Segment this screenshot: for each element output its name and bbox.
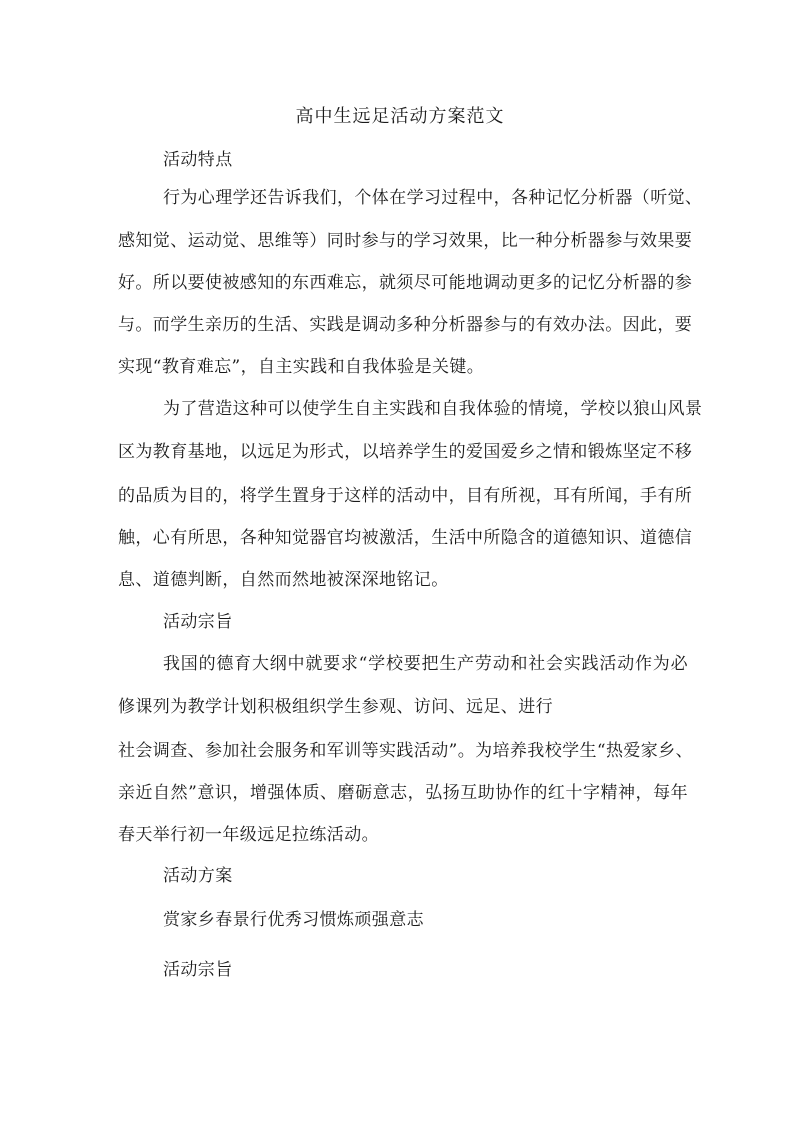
paragraph-line: 好。所以要使被感知的东西难忘，就须尽可能地调动更多的记忆分析器的参 <box>118 273 693 293</box>
paragraph-line: 实现“教育难忘”，自主实践和自我体验是关键。 <box>118 357 485 377</box>
section-heading-plan: 活动方案 <box>163 866 233 886</box>
paragraph-line: 与。而学生亲历的生活、实践是调动多种分析器参与的有效办法。因此，要 <box>118 315 693 335</box>
paragraph-line: 修课列为教学计划积极组织学生参观、访问、远足、进行 <box>118 697 553 717</box>
paragraph-line: 触，心有所思，各种知觉器官均被激活，生活中所隐含的道德知识、道德信 <box>118 528 693 548</box>
section-heading-purpose: 活动宗旨 <box>163 612 233 632</box>
paragraph-line: 亲近自然”意识，增强体质、磨砺意志，弘扬互助协作的红十字精神，每年 <box>118 783 688 803</box>
section-heading-purpose-2: 活动宗旨 <box>163 960 233 980</box>
paragraph-line: 我国的德育大纲中就要求“学校要把生产劳动和社会实践活动作为必 <box>163 654 688 674</box>
paragraph-line: 感知觉、运动觉、思维等）同时参与的学习效果，比一种分析器参与效果要 <box>118 231 693 251</box>
page-title: 高中生远足活动方案范文 <box>295 106 505 127</box>
paragraph-line: 春天举行初一年级远足拉练活动。 <box>118 825 379 845</box>
paragraph-line: 息、道德判断，自然而然地被深深地铭记。 <box>118 570 449 590</box>
paragraph-line: 区为教育基地，以远足为形式，以培养学生的爱国爱乡之情和锻炼坚定不移 <box>118 442 693 462</box>
slogan-line: 赏家乡春景行优秀习惯炼顽强意志 <box>163 910 424 930</box>
paragraph-line: 的品质为目的，将学生置身于这样的活动中，目有所视，耳有所闻，手有所 <box>118 486 693 506</box>
paragraph-line: 行为心理学还告诉我们，个体在学习过程中，各种记忆分析器（听觉、 <box>163 188 703 208</box>
paragraph-line: 为了营造这种可以使学生自主实践和自我体验的情境，学校以狼山风景 <box>163 399 703 419</box>
paragraph-line: 社会调查、参加社会服务和军训等实践活动”。为培养我校学生“热爱家乡、 <box>118 741 693 761</box>
section-heading-features: 活动特点 <box>163 150 233 170</box>
